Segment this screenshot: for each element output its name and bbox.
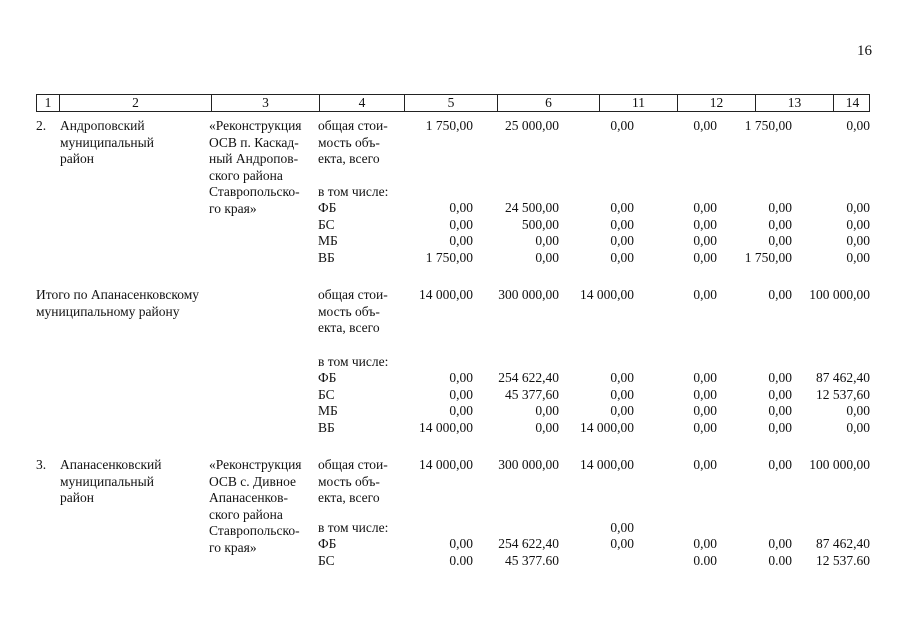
- total-value: 300 000,00: [498, 287, 559, 302]
- fund-value: 0,00: [449, 536, 473, 551]
- total-value: 14 000,00: [580, 457, 634, 472]
- total-label-line: мость объ-: [318, 473, 380, 489]
- fund-value: 0,00: [449, 200, 473, 215]
- fund-value: 0,00: [693, 216, 717, 232]
- total-label-line: екта, всего: [318, 490, 380, 505]
- fund-value: 0,00: [610, 536, 634, 551]
- total-value: 1 750,00: [744, 118, 792, 133]
- total-value: 300 000,00: [498, 457, 559, 472]
- header-col-6: 6: [497, 95, 599, 111]
- fund-value: 87 462,40: [816, 370, 870, 385]
- fund-value: 0,00: [693, 403, 717, 418]
- header-col-2: 2: [59, 95, 211, 111]
- header-col-14: 14: [833, 95, 871, 111]
- header-col-12: 12: [677, 95, 755, 111]
- fund-value: 0,00: [846, 403, 870, 418]
- total-label-line: екта, всего: [318, 151, 380, 166]
- region-name-line: муниципальный: [60, 134, 154, 150]
- header-col-1: 1: [44, 95, 52, 110]
- region-name-line: Андроповский: [60, 118, 145, 133]
- fund-value: 0,00: [768, 386, 792, 402]
- section-number: 2.: [36, 118, 47, 133]
- fund-source-label: БС: [318, 552, 335, 568]
- including-value: 0,00: [610, 519, 634, 535]
- fund-value: 0,00: [768, 200, 792, 215]
- fund-value: 0,00: [768, 403, 792, 418]
- object-name-line: ОСВ с. Дивное: [209, 473, 296, 489]
- total-label-line: екта, всего: [318, 320, 380, 335]
- fund-value: 0,00: [610, 370, 634, 385]
- region-name-line: муниципальному району: [36, 303, 180, 319]
- fund-source-label: БС: [318, 216, 335, 232]
- total-label-line: мость объ-: [318, 134, 380, 150]
- fund-value: 0,00: [693, 386, 717, 402]
- fund-value: 0,00: [610, 249, 634, 265]
- total-value: 0,00: [693, 457, 717, 472]
- page-number: 16: [857, 43, 872, 59]
- object-name-line: «Реконструкция: [209, 118, 302, 133]
- fund-value: 0,00: [693, 536, 717, 551]
- total-value: 0,00: [768, 287, 792, 302]
- fund-value: 0,00: [693, 370, 717, 385]
- fund-value: 0,00: [693, 249, 717, 265]
- fund-value: 500,00: [521, 216, 559, 232]
- total-label-line: общая стои-: [318, 118, 388, 133]
- fund-value: 0,00: [610, 386, 634, 402]
- fund-source-label: ФБ: [318, 370, 337, 385]
- fund-value: 0,00: [846, 200, 870, 215]
- region-name-line: район: [60, 490, 94, 505]
- header-col-5: 5: [404, 95, 497, 111]
- object-name-line: ского района: [209, 506, 283, 522]
- fund-value: 0,00: [846, 249, 870, 265]
- total-value: 0,00: [768, 457, 792, 472]
- table-header: [36, 94, 870, 112]
- fund-source-label: ВБ: [318, 419, 335, 435]
- fund-value: 0,00: [768, 419, 792, 435]
- total-value: 100 000,00: [809, 287, 870, 302]
- fund-value: 0,00: [610, 403, 634, 418]
- object-name-line: ского района: [209, 167, 283, 183]
- total-label-line: общая стои-: [318, 287, 388, 302]
- total-value: 0,00: [693, 287, 717, 302]
- including-label: в том числе:: [318, 519, 389, 535]
- fund-source-label: МБ: [318, 403, 338, 418]
- fund-value: 0.00: [768, 552, 792, 568]
- object-name-line: го края»: [209, 200, 257, 216]
- fund-value: 0,00: [693, 419, 717, 435]
- fund-value: 0,00: [449, 370, 473, 385]
- fund-value: 0,00: [449, 403, 473, 418]
- fund-value: 0,00: [768, 216, 792, 232]
- total-value: 0,00: [693, 118, 717, 133]
- fund-value: 1 750,00: [425, 249, 473, 265]
- fund-value: 254 622,40: [498, 536, 559, 551]
- fund-value: 0,00: [535, 249, 559, 265]
- fund-value: 0.00: [693, 552, 717, 568]
- total-value: 14 000,00: [419, 287, 473, 302]
- fund-value: 0,00: [768, 370, 792, 385]
- total-value: 0,00: [846, 118, 870, 133]
- including-label: в том числе:: [318, 353, 389, 369]
- object-name-line: го края»: [209, 539, 257, 555]
- header-col-3: 3: [211, 95, 319, 111]
- fund-value: 0,00: [610, 200, 634, 215]
- fund-source-label: ФБ: [318, 200, 337, 215]
- fund-value: 1 750,00: [744, 249, 792, 265]
- object-name-line: ный Андропов-: [209, 151, 299, 166]
- fund-value: 0,00: [846, 419, 870, 435]
- fund-value: 12 537,60: [816, 386, 870, 402]
- fund-source-label: ФБ: [318, 536, 337, 551]
- fund-value: 0,00: [846, 233, 870, 248]
- region-name-line: муниципальный: [60, 473, 154, 489]
- fund-value: 0,00: [768, 536, 792, 551]
- header-col-4: 4: [319, 95, 404, 111]
- including-label: в том числе:: [318, 183, 389, 199]
- total-value: 14 000,00: [580, 287, 634, 302]
- fund-value: 24 500,00: [505, 200, 559, 215]
- fund-value: 87 462,40: [816, 536, 870, 551]
- fund-value: 0,00: [535, 233, 559, 248]
- fund-value: 0,00: [449, 386, 473, 402]
- total-value: 1 750,00: [425, 118, 473, 133]
- fund-value: 0,00: [449, 216, 473, 232]
- header-col-11: 11: [599, 95, 677, 111]
- object-name-line: «Реконструкция: [209, 457, 302, 472]
- object-name-line: Ставропольско-: [209, 523, 300, 538]
- fund-value: 0,00: [768, 233, 792, 248]
- fund-value: 0,00: [449, 233, 473, 248]
- fund-value: 254 622,40: [498, 370, 559, 385]
- object-name-line: Ставропольско-: [209, 184, 300, 199]
- object-name-line: Апанасенков-: [209, 490, 289, 505]
- region-name-line: Итого по Апанасенковскому: [36, 287, 200, 302]
- fund-value: 12 537.60: [816, 552, 870, 568]
- fund-value: 0,00: [610, 233, 634, 248]
- region-name-line: Апанасенковский: [60, 457, 162, 472]
- header-col-13: 13: [755, 95, 833, 111]
- fund-value: 0,00: [846, 216, 870, 232]
- fund-source-label: МБ: [318, 233, 338, 248]
- fund-source-label: ВБ: [318, 249, 335, 265]
- fund-value: 14 000,00: [419, 419, 473, 435]
- fund-value: 0,00: [535, 419, 559, 435]
- total-value: 25 000,00: [505, 118, 559, 133]
- fund-value: 0.00: [449, 552, 473, 568]
- total-label-line: общая стои-: [318, 457, 388, 472]
- total-value: 0,00: [610, 118, 634, 133]
- fund-value: 45 377.60: [505, 552, 559, 568]
- total-label-line: мость объ-: [318, 303, 380, 319]
- object-name-line: ОСВ п. Каскад-: [209, 134, 299, 150]
- fund-value: 14 000,00: [580, 419, 634, 435]
- fund-value: 0,00: [693, 233, 717, 248]
- fund-value: 0,00: [535, 403, 559, 418]
- section-number: 3.: [36, 457, 47, 472]
- region-name-line: район: [60, 151, 94, 166]
- fund-value: 45 377,60: [505, 386, 559, 402]
- fund-value: 0,00: [693, 200, 717, 215]
- fund-value: 0,00: [610, 216, 634, 232]
- total-value: 100 000,00: [809, 457, 870, 472]
- fund-source-label: БС: [318, 386, 335, 402]
- total-value: 14 000,00: [419, 457, 473, 472]
